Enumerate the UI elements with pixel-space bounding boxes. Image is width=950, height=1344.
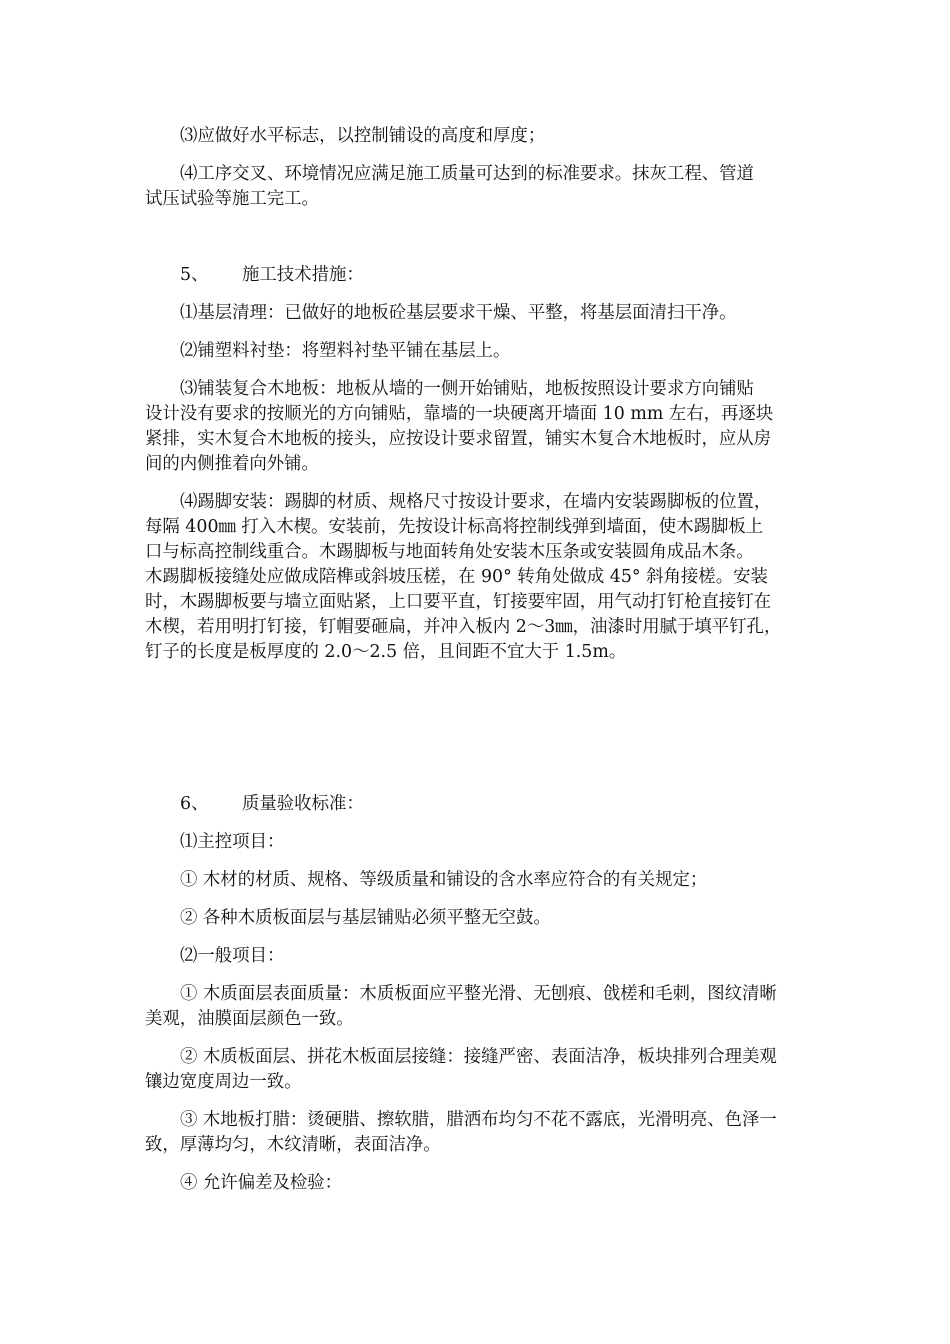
paragraph-material-spec: ① 木材的材质、规格、等级质量和铺设的含水率应符合的有关规定； [180, 870, 708, 890]
paragraph-process-conditions-l1: ⑷工序交叉、环境情况应满足施工质量可达到的标准要求。抹灰工程、管道 [180, 164, 754, 184]
paragraph-level-marks: ⑶应做好水平标志，以控制铺设的高度和厚度； [180, 126, 546, 146]
paragraph-tolerance: ④ 允许偏差及检验： [180, 1173, 343, 1193]
section-heading-5 [180, 263, 364, 288]
paragraph-floor-install-l1: ⑶铺装复合木地板：地板从墙的一侧开始铺贴，地板按照设计要求方向铺贴 [180, 379, 754, 399]
section-number: 6、 [180, 794, 209, 814]
paragraph-base-cleaning: ⑴基层清理：已做好的地板砼基层要求干燥、平整，将基层面清扫干净。 [180, 303, 737, 323]
paragraph-skirting-l3: 口与标高控制线重合。木踢脚板与地面转角处安装木压条或安装圆角成品木条。 [145, 542, 754, 562]
paragraph-skirting-l7: 钉子的长度是板厚度的 2.0～2.5 倍，且间距不宜大于 1.5m。 [145, 642, 627, 662]
paragraph-waxing-l1: ③ 木地板打腊：烫硬腊、擦软腊，腊洒布均匀不花不露底，光滑明亮、色泽一 [180, 1110, 777, 1130]
paragraph-general-items: ⑵一般项目： [180, 946, 285, 966]
paragraph-skirting-l1: ⑷踢脚安装：踢脚的材质、规格尺寸按设计要求，在墙内安装踢脚板的位置， [180, 492, 772, 512]
paragraph-waxing-l2: 致，厚薄均匀，木纹清晰，表面洁净。 [145, 1135, 441, 1155]
paragraph-surface-quality-l1: ① 木质面层表面质量：木质板面应平整光滑、无刨痕、戗槎和毛刺，图纹清晰 [180, 984, 777, 1004]
paragraph-process-conditions-l2: 试压试验等施工完工。 [145, 189, 319, 209]
section-title: 质量验收标准： [242, 794, 364, 814]
paragraph-floor-install-l3: 紧排，实木复合木地板的接头，应按设计要求留置，铺实木复合木地板时，应从房 [145, 429, 772, 449]
paragraph-joints-l2: 镶边宽度周边一致。 [145, 1072, 302, 1092]
paragraph-floor-install-l2: 设计没有要求的按顺光的方向铺贴，靠墙的一块硬离开墙面 10 mm 左右，再逐块 [145, 404, 774, 424]
paragraph-plastic-underlay: ⑵铺塑料衬垫：将塑料衬垫平铺在基层上。 [180, 341, 511, 361]
paragraph-skirting-l6: 木楔，若用明打钉接，钉帽要砸扁，并冲入板内 2～3㎜，油漆时用腻于填平钉孔， [145, 617, 782, 637]
paragraph-joints-l1: ② 木质板面层、拼花木板面层接缝：接缝严密、表面洁净，板块排列合理美观 [180, 1047, 777, 1067]
section-number: 5、 [180, 265, 209, 285]
paragraph-skirting-l5: 时，木踢脚板要与墙立面贴紧，上口要平直，钉接要牢固，用气动打钉枪直接钉在 [145, 592, 772, 612]
section-title: 施工技术措施： [242, 265, 364, 285]
section-heading-6 [180, 792, 364, 817]
paragraph-skirting-l2: 每隔 400㎜ 打入木楔。安装前，先按设计标高将控制线弹到墙面，使木踢脚板上 [145, 517, 764, 537]
paragraph-surface-quality-l2: 美观，油膜面层颜色一致。 [145, 1009, 354, 1029]
paragraph-main-control: ⑴主控项目： [180, 832, 285, 852]
paragraph-floor-install-l4: 间的内侧推着向外铺。 [145, 454, 319, 474]
paragraph-flat-no-hollow: ② 各种木质板面层与基层铺贴必须平整无空鼓。 [180, 908, 551, 928]
paragraph-skirting-l4: 木踢脚板接缝处应做成陪榫或斜坡压槎，在 90° 转角处做成 45° 斜角接槎。安装 [145, 567, 768, 587]
